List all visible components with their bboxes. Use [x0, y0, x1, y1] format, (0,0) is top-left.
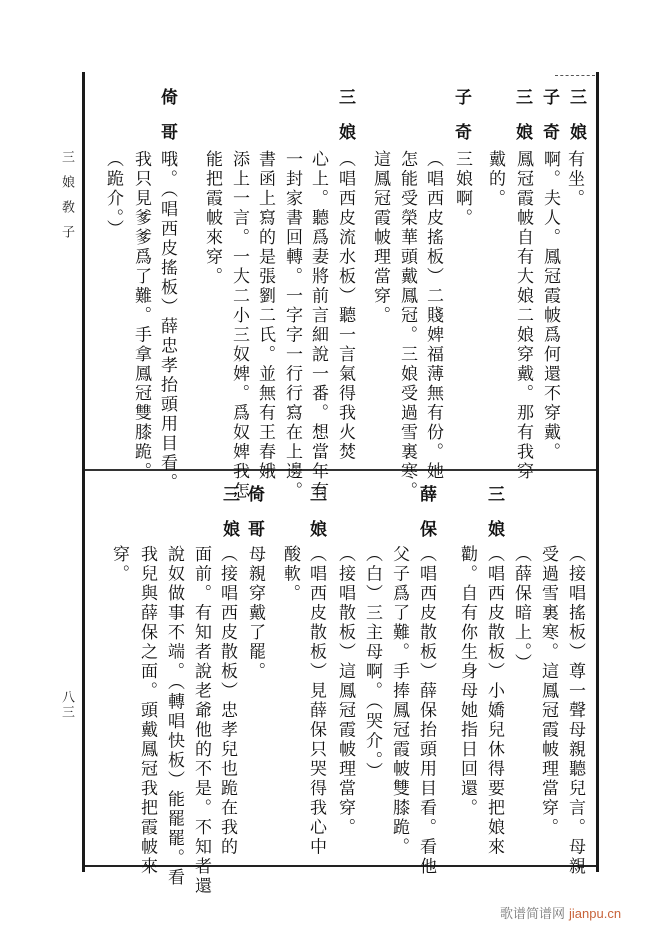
text-column: 一封家書回轉。一字字一行行寫在上邊。	[282, 150, 302, 501]
text-column: 說奴做事不端。（轉唱快板）能罷罷。看	[164, 545, 184, 888]
speaker-label: 三娘	[219, 485, 239, 555]
page-border-left	[82, 72, 85, 872]
text-column: （接唱西皮散板）忠孝兒也跪在我的	[217, 545, 237, 857]
text-column: 面前。有知者說老爺他的不是。不知者還	[191, 545, 211, 896]
text-column: 我只見爹爹爲了難。手拿鳳冠雙膝跪。	[131, 150, 151, 482]
text-column: 哦。（唱西皮搖板）薛忠孝抬頭用目看。	[157, 150, 177, 493]
text-column: 這鳳冠霞帔理當穿。	[370, 150, 390, 326]
text-column: （跪介。）	[103, 150, 123, 239]
speaker-label: 倚哥	[157, 88, 177, 158]
text-column: 穿。	[109, 545, 129, 584]
text-column: （白）三主母啊。（哭介。）	[362, 545, 382, 782]
page-border-right	[596, 72, 599, 872]
text-column: （唱西皮流水板）聽一言氣得我火焚	[335, 150, 355, 462]
speaker-label: 倚哥	[244, 485, 264, 555]
text-column: 鳳冠霞帔自有大娘二娘穿戴。那有我穿	[513, 150, 533, 482]
text-column: （唱西皮散板）見薛保只哭得我心中	[306, 545, 326, 857]
text-column: 添上一言。一大二小三奴婢。爲奴婢我怎	[229, 150, 249, 501]
speaker-label: 子奇	[539, 88, 559, 158]
speaker-label: 薛保	[416, 485, 436, 555]
watermark	[500, 903, 621, 922]
text-column: （薛保暗上。）	[511, 545, 531, 673]
text-column: 我兒與薛保之面。頭戴鳳冠我把霞帔來	[137, 545, 157, 877]
bottom-rule	[85, 865, 596, 867]
top-rule	[555, 75, 595, 77]
text-column: 酸軟。	[280, 545, 300, 604]
text-column: （唱西皮散板）小嬌兒休得要把娘來	[484, 545, 504, 857]
text-column: （接唱散板）這鳳冠霞帔理當穿。	[335, 545, 355, 838]
text-column: 心上。聽爲妻將前言細說一番。想當年有	[308, 150, 328, 501]
text-column: 父子爲了難。手捧鳳冠霞帔雙膝跪。	[389, 545, 409, 857]
text-column: 怎能受榮華頭戴鳳冠。三娘受過雪裏寒。	[397, 150, 417, 501]
text-column: 母親穿戴了罷。	[245, 545, 265, 682]
text-column: 書函上寫的是張劉二氏。並無有王春娥	[255, 150, 275, 482]
text-column: 戴的。	[485, 150, 505, 209]
speaker-label: 三娘	[335, 88, 355, 158]
speaker-label: 子奇	[451, 88, 471, 158]
text-column: 有坐。	[564, 150, 584, 209]
text-column: 啊。夫人。鳳冠霞帔爲何還不穿戴。	[540, 150, 560, 462]
watermark-url: jianpu.cn	[569, 906, 622, 921]
text-column: 三娘啊。	[452, 150, 472, 228]
text-column: （唱西皮搖板）二賤婢福薄無有份。她	[423, 150, 443, 482]
speaker-label: 三娘	[512, 88, 532, 158]
text-column: 勸。自有你生身母她指日回還。	[457, 545, 477, 818]
page-number: 八三	[59, 690, 74, 720]
watermark-site-name: 歌谱简谱网	[500, 906, 566, 921]
text-column: （唱西皮散板）薛保抬頭用目看。看他	[416, 545, 436, 877]
speaker-label: 三娘	[484, 485, 504, 555]
text-column: （接唱搖板）尊一聲母親聽兒言。母親	[565, 545, 585, 877]
margin-title: 三娘敎子	[59, 150, 74, 250]
speaker-label: 三娘	[306, 485, 326, 555]
speaker-label: 三娘	[566, 88, 586, 158]
text-column: 受過雪裏寒。這鳳冠霞帔理當穿。	[538, 545, 558, 838]
text-column: 能把霞帔來穿。	[202, 150, 222, 287]
